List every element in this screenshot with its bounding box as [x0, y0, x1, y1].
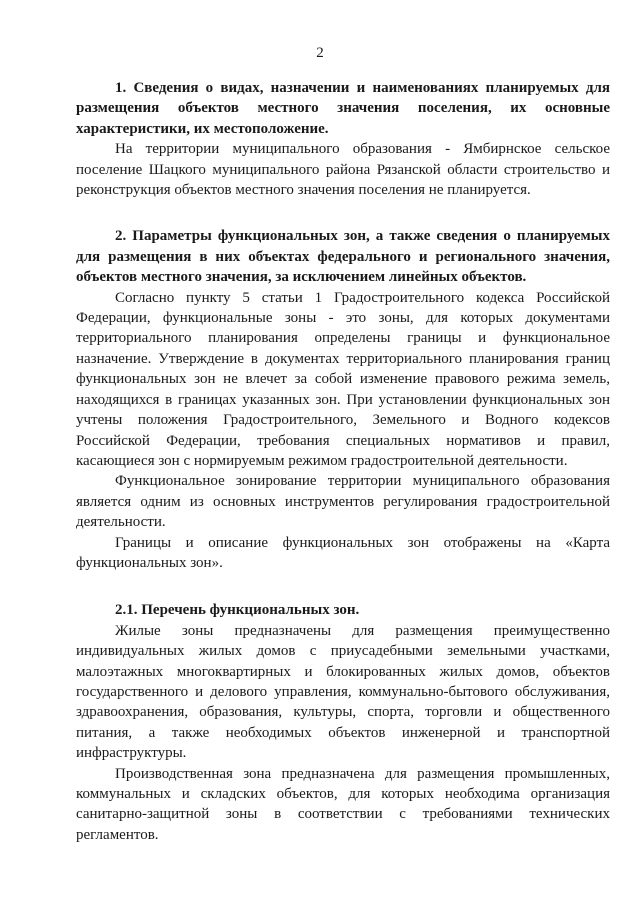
- page-number: 2: [316, 45, 324, 61]
- section-2-paragraph-3: Границы и описание функциональных зон отображены на «Карта функциональных зон».: [76, 534, 610, 571]
- section-1-heading: 1. Сведения о видах, назначении и наименованиях планируемых для размещения объектов местного значения поселения, их основные характеристики, их местоположение.: [76, 80, 610, 137]
- section-1-paragraph: На территории муниципального образования - Ямбирнское сельское поселение Шацкого муниципального района Рязанской области строительство и реконструкция объектов местного значения поселения не планируется.: [76, 141, 610, 199]
- section-spacer: [76, 200, 610, 226]
- section-2-1-heading: 2.1. Перечень функциональных зон.: [115, 602, 360, 619]
- section-2-paragraph-2: Функциональное зонирование территории муниципального образования является одним из основных инструментов регулирования градостроительной деятельности.: [76, 473, 610, 531]
- section-2-heading: 2. Параметры функциональных зон, а также сведения о планируемых для размещения в них объектах федерального и регионального значения, объектов местного значения, за исключением линейных объектов.: [76, 228, 610, 286]
- document-body: [76, 78, 610, 845]
- section-2-paragraph-1: Согласно пункту 5 статьи 1 Градостроительного кодекса Российской Федерации, функциональные зоны - это зоны, для которых документами территориального планирования определены границы и функциональное назначение. Утверждение в документах территориального планирования границ функциональных зон не влечет за собой изменение правового режима земель, находящихся в границах указанных зон. При установлении функциональных зон учтены положения Градостроительного, Земельного и Водного кодексов Российской Федерации, требования специальных нормативов и правил, касающиеся зон с нормируемым режимом градостроительной деятельности.: [76, 289, 610, 469]
- section-2-1-paragraph-2: Производственная зона предназначена для размещения промышленных, коммунальных и складских объектов, для которых необходима организация санитарно-защитной зоны в соответствии с требованиями технических регламентов.: [76, 765, 610, 843]
- section-2-1-paragraph-1: Жилые зоны предназначены для размещения преимущественно индивидуальных жилых домов с приусадебными земельными участками, малоэтажных многоквартирных и блокированных жилых домов, объектов государственного и делового управления, коммунально-бытового обслуживания, здравоохранения, образования, культуры, спорта, торговли и общественного питания, а также необходимых объектов инженерной и транспортной инфраструктуры.: [76, 622, 610, 762]
- section-spacer: [76, 573, 610, 600]
